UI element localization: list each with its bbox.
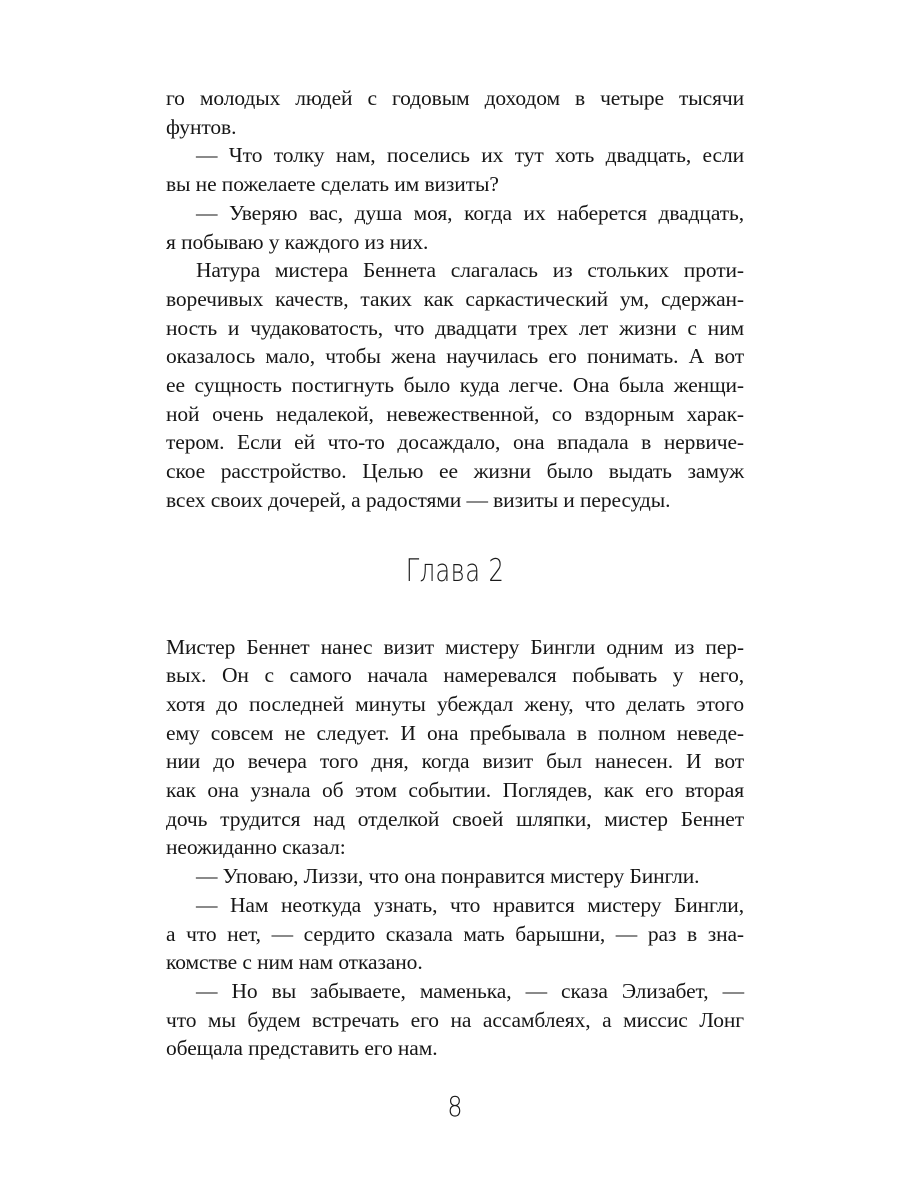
text-line: вы не пожелаете сделать им визиты? — [166, 172, 499, 197]
text-section-after-heading — [166, 633, 744, 1064]
text-line: — Уверяю вас, душа моя, когда их наберется двадцать, — [196, 200, 744, 225]
text-line: хотя до последней минуты убеждал жену, что делать этого — [166, 691, 744, 716]
text-line: а что нет, — сердито сказала мать барышни, — раз в зна- — [166, 921, 744, 946]
text-line: воречивых качеств, таких как саркастический ум, сдержан- — [166, 286, 744, 311]
text-line: ной очень недалекой, невежественной, со вздорным харак- — [166, 401, 744, 426]
text-line: — Уповаю, Лиззи, что она понравится мистеру Бингли. — [196, 864, 700, 889]
text-line: я побываю у каждого из них. — [166, 229, 429, 254]
text-line: ему совсем не следует. И она пребывала в полном неведе- — [166, 720, 744, 745]
book-page — [166, 84, 744, 1125]
page-number: 8 — [447, 1090, 463, 1124]
text-line: ее сущность постигнуть было куда легче. Она была женщи- — [166, 373, 744, 398]
text-line: — Но вы забываете, маменька, — сказа Элизабет, — — [196, 978, 744, 1003]
text-line: ность и чудаковатость, что двадцати трех лет жизни с ним — [166, 315, 744, 340]
text-line: оказалось мало, чтобы жена научилась его понимать. А вот — [166, 344, 744, 369]
text-line: — Нам неоткуда узнать, что нравится мистеру Бингли, — [196, 892, 744, 917]
text-line: фунтов. — [166, 114, 237, 139]
text-line: ское расстройство. Целью ее жизни было выдать замуж — [166, 459, 744, 484]
text-line: комстве с ним нам отказано. — [166, 950, 423, 975]
text-line: как она узнала об этом событии. Поглядев, как его вторая — [166, 778, 744, 803]
text-line: дочь трудится над отделкой своей шляпки, мистер Беннет — [166, 806, 744, 831]
text-line: обещала представить его нам. — [166, 1036, 438, 1061]
text-line: тером. Если ей что-то досаждало, она впадала в нервиче- — [166, 430, 744, 455]
chapter-heading: Глава 2 — [405, 552, 505, 589]
text-line: нии до вечера того дня, когда визит был нанесен. И вот — [166, 749, 744, 774]
text-line: го молодых людей с годовым доходом в четыре тысячи — [166, 86, 744, 110]
text-line: вых. Он с самого начала намеревался побывать у него, — [166, 663, 744, 688]
text-line: Мистер Беннет нанес визит мистеру Бингли одним из пер- — [166, 634, 744, 659]
text-line: всех своих дочерей, а радостями — визиты и пересуды. — [166, 487, 671, 512]
text-line: — Что толку нам, поселись их тут хоть двадцать, если — [196, 143, 744, 168]
text-line: Натура мистера Беннета слагалась из стольких проти- — [196, 258, 744, 283]
text-section-before-heading — [166, 84, 744, 515]
text-line: неожиданно сказал: — [166, 835, 346, 860]
text-line: что мы будем встречать его на ассамблеях, а миссис Лонг — [166, 1007, 744, 1032]
